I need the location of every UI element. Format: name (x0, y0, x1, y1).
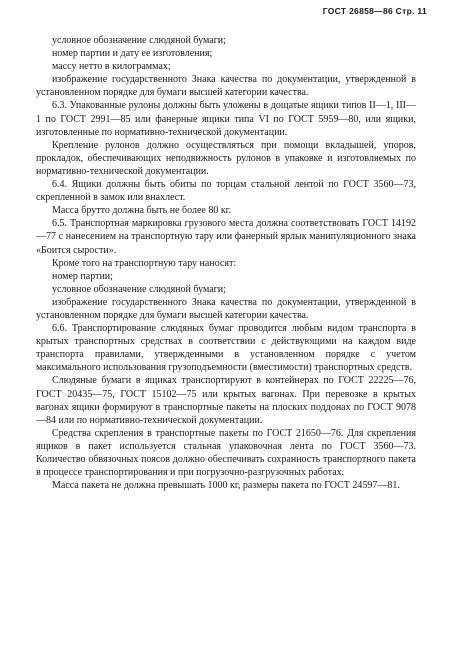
paragraph: 6.3. Упакованные рулоны должны быть уложены в дощатые ящики типов II—1, III—1 по ГОСТ 2991—85 или фанерные ящики типа VI по ГОСТ 5959—80, или ящики, изготовленные по нормативно-технической документации. (36, 100, 416, 138)
paragraph: Масса брутто должна быть не более 80 кг. (52, 205, 232, 217)
paragraph: массу нетто в килограммах; (52, 61, 171, 73)
paragraph: номер партии; (52, 270, 113, 282)
paragraph: номер партии и дату ее изготовления; (52, 48, 213, 60)
paragraph: 6.4. Ящики должны быть обиты по торцам стальной лентой по ГОСТ 3560—73, скрепленной в замок или внахлест. (36, 179, 416, 204)
paragraph: Крепление рулонов должно осуществляться при помощи вкладышей, упоров, прокладок, обеспечивающих неподвижность рулонов в упаковке и изготовляемых по нормативно-технической документации. (36, 139, 416, 177)
paragraph: 6.6. Транспортирование слюдяных бумаг проводится любым видом транспорта в крытых транспортных средствах в соответствии с действующими на каждом виде транспорта правилами, утвержденными в установленном порядке с учетом максимального использования грузоподъемности (вместимости) транспортных средств. (36, 323, 416, 374)
paragraph: условное обозначение слюдяной бумаги; (52, 35, 226, 46)
paragraph: изображение государственного Знака качества по документации, утвержденной в установленном порядке для бумаги высшей категории качества. (36, 74, 416, 99)
page-header: ГОСТ 26858—86 Стр. 11 (322, 6, 427, 16)
paragraph: 6.5. Транспортная маркировка грузового места должна соответствовать ГОСТ 14192—77 с нанесением на транспортную тару или фанерный ярлык манипуляционного знака «Боится сырости». (36, 218, 416, 256)
document-body (36, 34, 416, 492)
paragraph: изображение государственного Знака качества по документации, утвержденной в установленном порядке для бумаги высшей категории качества. (36, 296, 416, 321)
paragraph: Слюдяные бумаги в ящиках транспортируют в контейнерах по ГОСТ 22225—76, ГОСТ 20435—75, ГОСТ 15102—75 или крытых вагонах. При перевозке в крытых вагонах ящики формируют в транспортные пакеты на плоских поддонах по ГОСТ 9078—84 или по нормативно-технической документации. (36, 375, 416, 426)
paragraph: Кроме того на транспортную тару наносят: (52, 257, 237, 269)
paragraph: Масса пакета не должна превышать 1000 кг, размеры пакета по ГОСТ 24597—81. (52, 480, 400, 492)
paragraph: условное обозначение слюдяной бумаги; (52, 283, 226, 295)
paragraph: Средства скрепления в транспортные пакеты по ГОСТ 21650—76. Для скрепления ящиков в пакет используется стальная упаковочная лента по ГОСТ 3560—73. Количество обвязочных поясов должно обеспечивать сохранность транспортного пакета в процессе транспортирования и при погрузочно-разгрузочных работах. (36, 427, 416, 479)
